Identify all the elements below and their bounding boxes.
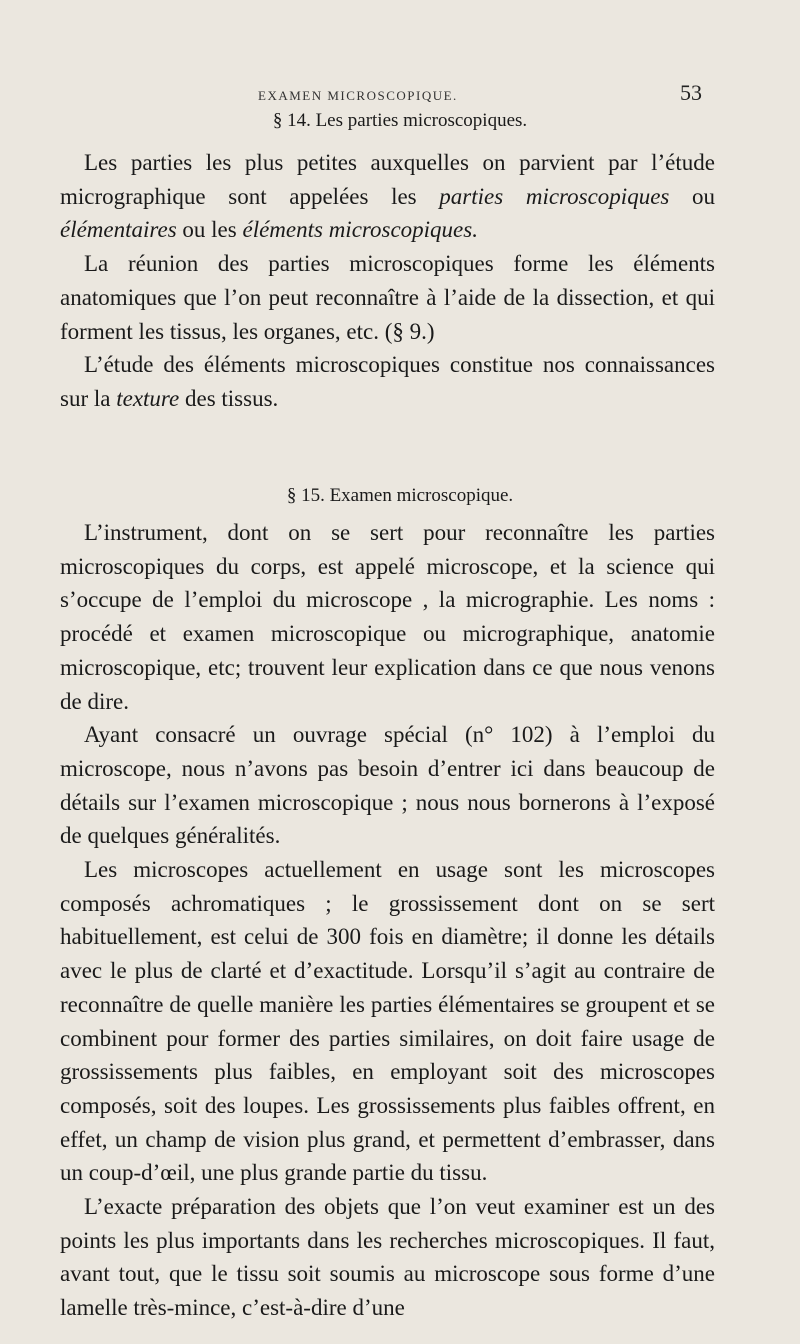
section-15-heading: § 15. Examen microscopique. [286,485,514,506]
section-15-body [60,516,715,1325]
italic-term: éléments microscopiques. [242,217,478,243]
paragraph [60,348,715,415]
paragraph: La réunion des parties microscopiques forme les éléments anatomiques que l’on peut reconnaître à l’aide de la dissection, et qui forment les tissus, les organes, etc. (§ 9.) [60,251,715,344]
text-run: ou [669,183,716,209]
italic-term: parties microscopiques [439,183,670,209]
paragraph: L’exacte préparation des objets que l’on veut examiner est un des points les plus importants dans les recherches microscopiques. Il faut, avant tout, que le tissu soit soumis au microscope sous forme d’une lamelle très-mince, c’est-à-dire d’une [60,1194,715,1321]
paragraph: L’instrument, dont on se sert pour reconnaître les parties microscopiques du corps, est appelé microscope, et la science qui s’occupe de l’emploi du microscope , la micrographie. Les noms : procédé et examen microscopique ou micrographique, anatomie microscopique, etc; trouvent leur explication dans ce que nous venons de dire. [60,520,715,714]
paragraph: Ayant consacré un ouvrage spécial (n° 102) à l’emploi du microscope, nous n’avons pas besoin d’entrer ici dans beaucoup de détails sur l’examen microscopique ; nous nous bornerons à l’exposé de quelques généralités. [60,722,715,849]
section-14-heading: § 14. Les parties microscopiques. [272,110,528,131]
running-head [0,80,800,110]
text-run: L’étude des éléments microscopiques constitue nos connaissances sur la [60,352,715,411]
text-run: Les parties les plus petites auxquelles on parvient par l’étude micrographique sont appelées les [60,150,715,209]
text-run: des tissus. [179,385,279,411]
text-run: ou les [176,217,243,243]
paragraph: Les microscopes actuellement en usage sont les microscopes composés achromatiques ; le grossissement dont on se sert habituellement, est celui de 300 fois en diamètre; il donne les détails avec le plus de clarté et d’exactitude. Lorsqu’il s’agit au contraire de reconnaître de quelle manière les parties élémentaires se groupent et se combinent pour former des parties similaires, on doit faire usage de grossissements plus faibles, en employant soit des microscopes composés, soit des loupes. Les grossissements plus faibles offrent, en effet, un champ de vision plus grand, et permettent d’embrasser, dans un coup-d’œil, une plus grande partie du tissu. [60,857,715,1186]
paragraph [60,146,715,247]
page-number: 53 [680,80,702,105]
italic-term: élémentaires [60,217,177,243]
running-head-title: EXAMEN MICROSCOPIQUE. [258,88,458,103]
italic-term: texture [116,385,180,411]
section-14-body [60,146,715,416]
